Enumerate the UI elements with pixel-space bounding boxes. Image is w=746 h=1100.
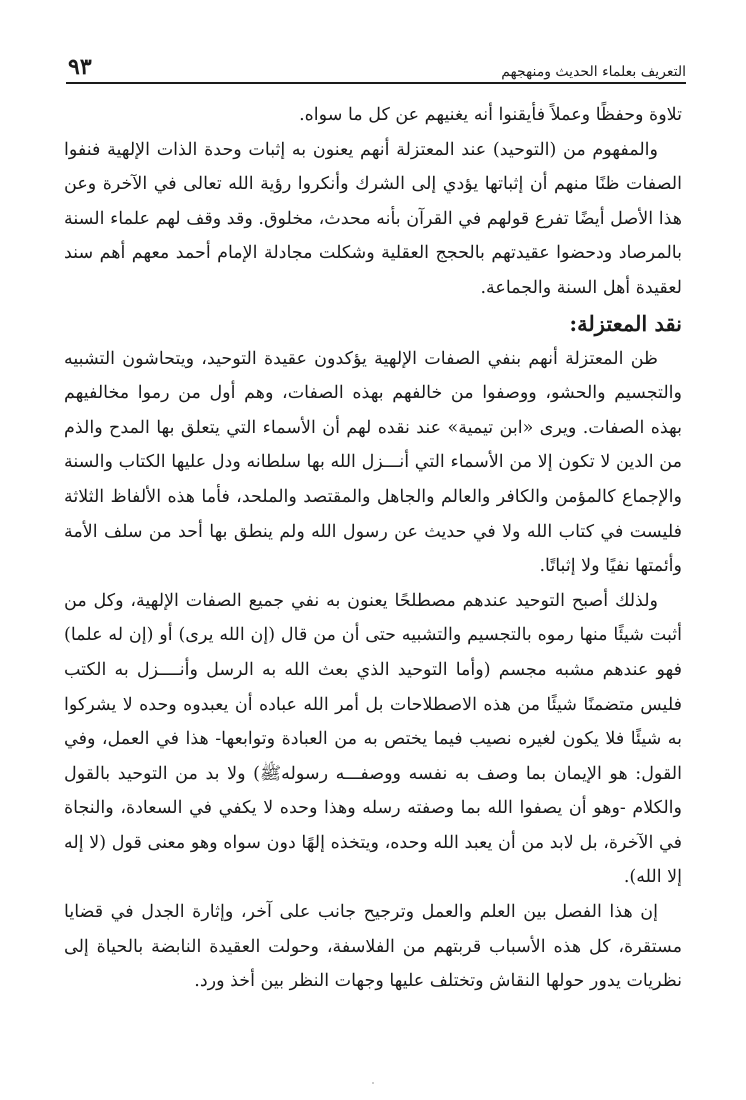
page-header: [68, 54, 686, 80]
paragraph: ظن المعتزلة أنهم بنفي الصفات الإلهية يؤكدون عقيدة التوحيد، ويتحاشون التشبيه والتجسيم والحشو، ووصفوا من خالفهم بهذه الصفات، وهم أول من رموا مخالفيهم بهذه الصفات. ويرى «ابن تيمية» عند نقده لهم أن الأسماء التي يتعلق بها المدح والذم من الدين لا تكون إلا من الأسماء التي أنـــزل الله بها سلطانه ودل عليها الكتاب والسنة والإجماع كالمؤمن والكافر والعالم والجاهل والمقتصد والملحد، فأما هذه الألفاظ الثلاثة فليست في كتاب الله ولا في حديث عن رسول الله ولم ينطق بها أحد من سلف الأمة وأئمتها نفيًا ولا إثباتًا.: [64, 348, 682, 577]
section-heading: نقد المعتزلة:: [569, 310, 682, 336]
running-title: التعريف بعلماء الحديث ومنهجهم: [501, 64, 686, 80]
scan-mark: [372, 1082, 374, 1084]
paragraph: ولذلك أصبح التوحيد عندهم مصطلحًا يعنون به نفي جميع الصفات الإلهية، وكل من أثبت شيئًا منها رموه بالتجسيم والتشبيه حتى أن من قال (إن الله يرى) أو (إن له علما) فهو عندهم مشبه مجسم (وأما التوحيد الذي بعث الله به الرسل وأنــــزل به الكتب فليس متضمنًا شيئًا من هذه الاصطلاحات بل أمر الله عباده أن يعبدوه وحده لا يشركوا به شيئًا فلا يكون لغيره نصيب فيما يختص به من العبادة وتوابعها- هذا في العمل، وفي القول: هو الإيمان بما وصف به نفسه ووصفـــه رسولهﷺ) ولا بد من التوحيد بالقول والكلام -وهو أن يصفوا الله بما وصفته رسله وهذا وحده لا يكفي في السعادة، والنجاة في الآخرة، بل لابد من أن يعبد الله وحده، ويتخذه إلهًا دون سواه وهو معنى قول (لا إله إلا الله).: [64, 590, 682, 888]
page-number: ٩٣: [68, 54, 92, 80]
paragraph: إن هذا الفصل بين العلم والعمل وترجيح جانب على آخر، وإثارة الجدل في قضايا مستقرة، كل هذه الأسباب قربتهم من الفلاسفة، وحولت العقيدة النابضة بالحياة إلى نظريات يدور حولها النقاش وتختلف عليها وجهات النظر بين أخذ ورد.: [64, 902, 682, 992]
page-body: [64, 98, 682, 999]
paragraph: تلاوة وحفظًا وعملاً فأيقنوا أنه يغنيهم عن كل ما سواه.: [299, 105, 682, 125]
paragraph: والمفهوم من (التوحيد) عند المعتزلة أنهم يعنون به إثبات وحدة الذات الإلهية فنفوا الصفات ظنًا منهم أن إثباتها يؤدي إلى الشرك وأنكروا رؤية الله تعالى في الآخرة وعن هذا الأصل أيضًا تفرع قولهم في القرآن بأنه محدث، مخلوق. وقد وقف لهم علماء السنة بالمرصاد ودحضوا عقيدتهم بالحجج العقلية وشكلت مجادلة الإمام أحمد معهم أهم سند لعقيدة أهل السنة والجماعة.: [64, 139, 682, 298]
header-divider: [66, 82, 686, 84]
